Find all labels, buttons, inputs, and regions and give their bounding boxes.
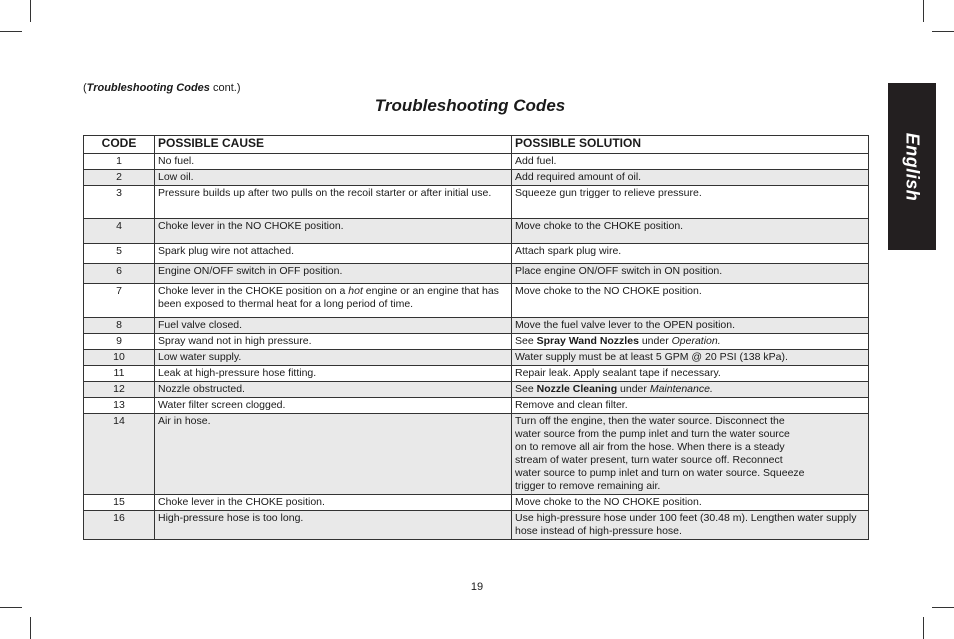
language-tab: English	[888, 83, 936, 250]
solution-line: stream of water present, turn water source off. Reconnect	[515, 454, 783, 466]
table-row	[84, 334, 869, 350]
solution-cell: Move choke to the NO CHOKE position.	[512, 284, 869, 318]
troubleshooting-table	[83, 135, 869, 540]
cause-cell: Choke lever in the CHOKE position on a hot engine or an engine that has been exposed to thermal heat for a long period of time.	[155, 284, 512, 318]
table-row	[84, 264, 869, 284]
page-number: 19	[470, 581, 484, 593]
cause-cell: Leak at high-pressure hose fitting.	[155, 366, 512, 382]
solution-cell: Add fuel.	[512, 154, 869, 170]
table-row	[84, 186, 869, 219]
table-row	[84, 154, 869, 170]
crop-mark	[932, 31, 954, 32]
cause-cell: Engine ON/OFF switch in OFF position.	[155, 264, 512, 284]
cause-cell: Spray wand not in high pressure.	[155, 334, 512, 350]
table-row	[84, 318, 869, 334]
cause-cell: Low oil.	[155, 170, 512, 186]
solution-line: water source from the pump inlet and turn the water source	[515, 428, 790, 440]
solution-cell: See Nozzle Cleaning under Maintenance.	[512, 382, 869, 398]
solution-line: Turn off the engine, then the water source. Disconnect the	[515, 415, 785, 427]
crop-mark	[30, 0, 31, 22]
code-cell: 13	[84, 398, 155, 414]
cause-cell: High-pressure hose is too long.	[155, 511, 512, 540]
code-cell: 5	[84, 244, 155, 264]
page-title: Troubleshooting Codes	[374, 96, 566, 115]
solution-line: on to remove all air from the hose. When there is a steady	[515, 441, 785, 453]
column-header-solution: POSSIBLE SOLUTION	[512, 136, 869, 154]
table-row	[84, 219, 869, 244]
table-row	[84, 414, 869, 495]
table-header-row	[84, 136, 869, 154]
cause-cell: Choke lever in the CHOKE position.	[155, 495, 512, 511]
solution-cell: Add required amount of oil.	[512, 170, 869, 186]
solution-cell: See Spray Wand Nozzles under Operation.	[512, 334, 869, 350]
solution-cell: Squeeze gun trigger to relieve pressure.	[512, 186, 869, 219]
table-row	[84, 366, 869, 382]
continued-title: Troubleshooting Codes	[86, 82, 210, 94]
crop-mark	[932, 607, 954, 608]
solution-cell: Move choke to the CHOKE position.	[512, 219, 869, 244]
cause-cell: Nozzle obstructed.	[155, 382, 512, 398]
code-cell: 3	[84, 186, 155, 219]
cause-cell: Water filter screen clogged.	[155, 398, 512, 414]
code-cell: 7	[84, 284, 155, 318]
solution-line: trigger to remove remaining air.	[515, 480, 661, 492]
solution-cell: Water supply must be at least 5 GPM @ 20 PSI (138 kPa).	[512, 350, 869, 366]
code-cell: 15	[84, 495, 155, 511]
table-row	[84, 511, 869, 540]
code-cell: 9	[84, 334, 155, 350]
code-cell: 12	[84, 382, 155, 398]
solution-cell: Place engine ON/OFF switch in ON position.	[512, 264, 869, 284]
table-row	[84, 398, 869, 414]
solution-cell: Use high-pressure hose under 100 feet (30.48 m). Lengthen water supply hose instead of high-pressure hose.	[512, 511, 869, 540]
table-row	[84, 495, 869, 511]
code-cell: 8	[84, 318, 155, 334]
table-row	[84, 350, 869, 366]
cause-cell: No fuel.	[155, 154, 512, 170]
cause-cell: Air in hose.	[155, 414, 512, 495]
table-row	[84, 284, 869, 318]
code-cell: 4	[84, 219, 155, 244]
crop-mark	[0, 31, 22, 32]
table-row	[84, 170, 869, 186]
column-header-cause: POSSIBLE CAUSE	[155, 136, 512, 154]
solution-cell: Repair leak. Apply sealant tape if necessary.	[512, 366, 869, 382]
solution-cell	[512, 414, 869, 495]
code-cell: 1	[84, 154, 155, 170]
code-cell: 6	[84, 264, 155, 284]
crop-mark	[923, 617, 924, 639]
crop-mark	[30, 617, 31, 639]
cause-cell: Fuel valve closed.	[155, 318, 512, 334]
cause-cell: Spark plug wire not attached.	[155, 244, 512, 264]
solution-cell: Remove and clean filter.	[512, 398, 869, 414]
code-cell: 11	[84, 366, 155, 382]
table-row	[84, 382, 869, 398]
code-cell: 14	[84, 414, 155, 495]
solution-line: water source to pump inlet and turn on water source. Squeeze	[515, 467, 805, 479]
code-cell: 10	[84, 350, 155, 366]
cause-cell: Choke lever in the NO CHOKE position.	[155, 219, 512, 244]
column-header-code: CODE	[84, 136, 155, 154]
code-cell: 16	[84, 511, 155, 540]
crop-mark	[0, 607, 22, 608]
code-cell: 2	[84, 170, 155, 186]
crop-mark	[923, 0, 924, 22]
cause-cell: Pressure builds up after two pulls on the recoil starter or after initial use.	[155, 186, 512, 219]
cause-cell: Low water supply.	[155, 350, 512, 366]
continued-note: (Troubleshooting Codes cont.)	[83, 82, 241, 94]
solution-cell: Move the fuel valve lever to the OPEN position.	[512, 318, 869, 334]
solution-cell: Attach spark plug wire.	[512, 244, 869, 264]
table-row	[84, 244, 869, 264]
solution-cell: Move choke to the NO CHOKE position.	[512, 495, 869, 511]
